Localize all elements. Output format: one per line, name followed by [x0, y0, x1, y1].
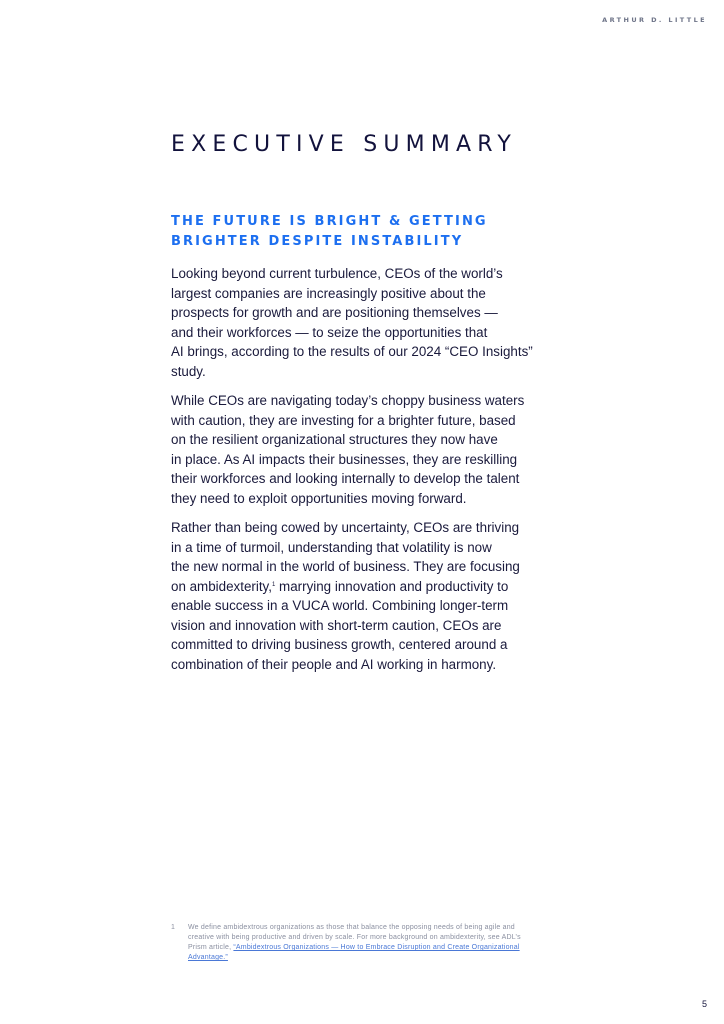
subtitle-line: BRIGHTER DESPITE INSTABILITY	[171, 234, 464, 249]
footnote-line	[188, 943, 568, 953]
text-line: their workforces and looking internally to develop the talent	[171, 471, 520, 486]
brand-logo-text: ARTHUR D. LITTLE	[602, 16, 707, 24]
footnote-line: We define ambidextrous organizations as those that balance the opposing needs of being agile and	[188, 924, 515, 931]
text-fragment: on ambidexterity,	[171, 578, 272, 594]
footnote-reference: 1	[271, 581, 276, 588]
text-line: Looking beyond current turbulence, CEOs of the world’s	[171, 266, 503, 281]
section-subtitle	[171, 212, 488, 252]
text-line: in place. As AI impacts their businesses, they are reskilling	[171, 451, 518, 467]
text-line: on the resilient organizational structures they now have	[171, 432, 498, 447]
text-line: Rather than being cowed by uncertainty, CEOs are thriving	[171, 520, 520, 535]
paragraph-1	[171, 264, 571, 381]
text-line: combination of their people and AI working in harmony.	[171, 656, 497, 672]
paragraph-2	[171, 391, 571, 508]
text-line: study.	[171, 363, 206, 379]
footnote-line	[188, 953, 568, 963]
text-line	[171, 577, 571, 597]
page-title: EXECUTIVE SUMMARY	[171, 132, 518, 157]
footnote-number: 1	[171, 924, 176, 931]
text-fragment: marrying innovation and productivity to	[275, 578, 509, 594]
text-line: in a time of turmoil, understanding that volatility is now	[171, 539, 492, 555]
text-line: they need to exploit opportunities moving forward.	[171, 490, 467, 506]
text-line: AI brings, according to the results of our 2024 “CEO Insights”	[171, 344, 533, 359]
subtitle-line: THE FUTURE IS BRIGHT & GETTING	[171, 214, 488, 229]
paragraph-3	[171, 518, 571, 674]
footnote-line: creative with being productive and driven by scale. For more background on ambidexterity, see ADL’s	[188, 934, 521, 941]
text-line: enable success in a VUCA world. Combining longer-term	[171, 598, 509, 613]
text-line: committed to driving business growth, centered around a	[171, 637, 508, 652]
text-line: largest companies are increasingly positive about the	[171, 285, 486, 301]
text-line: prospects for growth and are positioning themselves —	[171, 305, 498, 320]
footnote-text-fragment: Prism article,	[188, 944, 234, 951]
text-line: vision and innovation with short-term caution, CEOs are	[171, 617, 502, 633]
body-text	[171, 264, 571, 684]
text-line: and their workforces — to seize the opportunities that	[171, 324, 488, 340]
footnote-article-link-continued[interactable]: Advantage.”	[188, 954, 228, 961]
text-line: the new normal in the world of business. They are focusing	[171, 559, 520, 574]
page-number: 5	[701, 999, 707, 1009]
footnote-article-link[interactable]: “Ambidextrous Organizations — How to Embrace Disruption and Create Organizational	[233, 944, 520, 951]
text-line: While CEOs are navigating today’s choppy business waters	[171, 393, 525, 408]
footnote-text	[188, 923, 568, 963]
text-line: with caution, they are investing for a brighter future, based	[171, 412, 516, 428]
